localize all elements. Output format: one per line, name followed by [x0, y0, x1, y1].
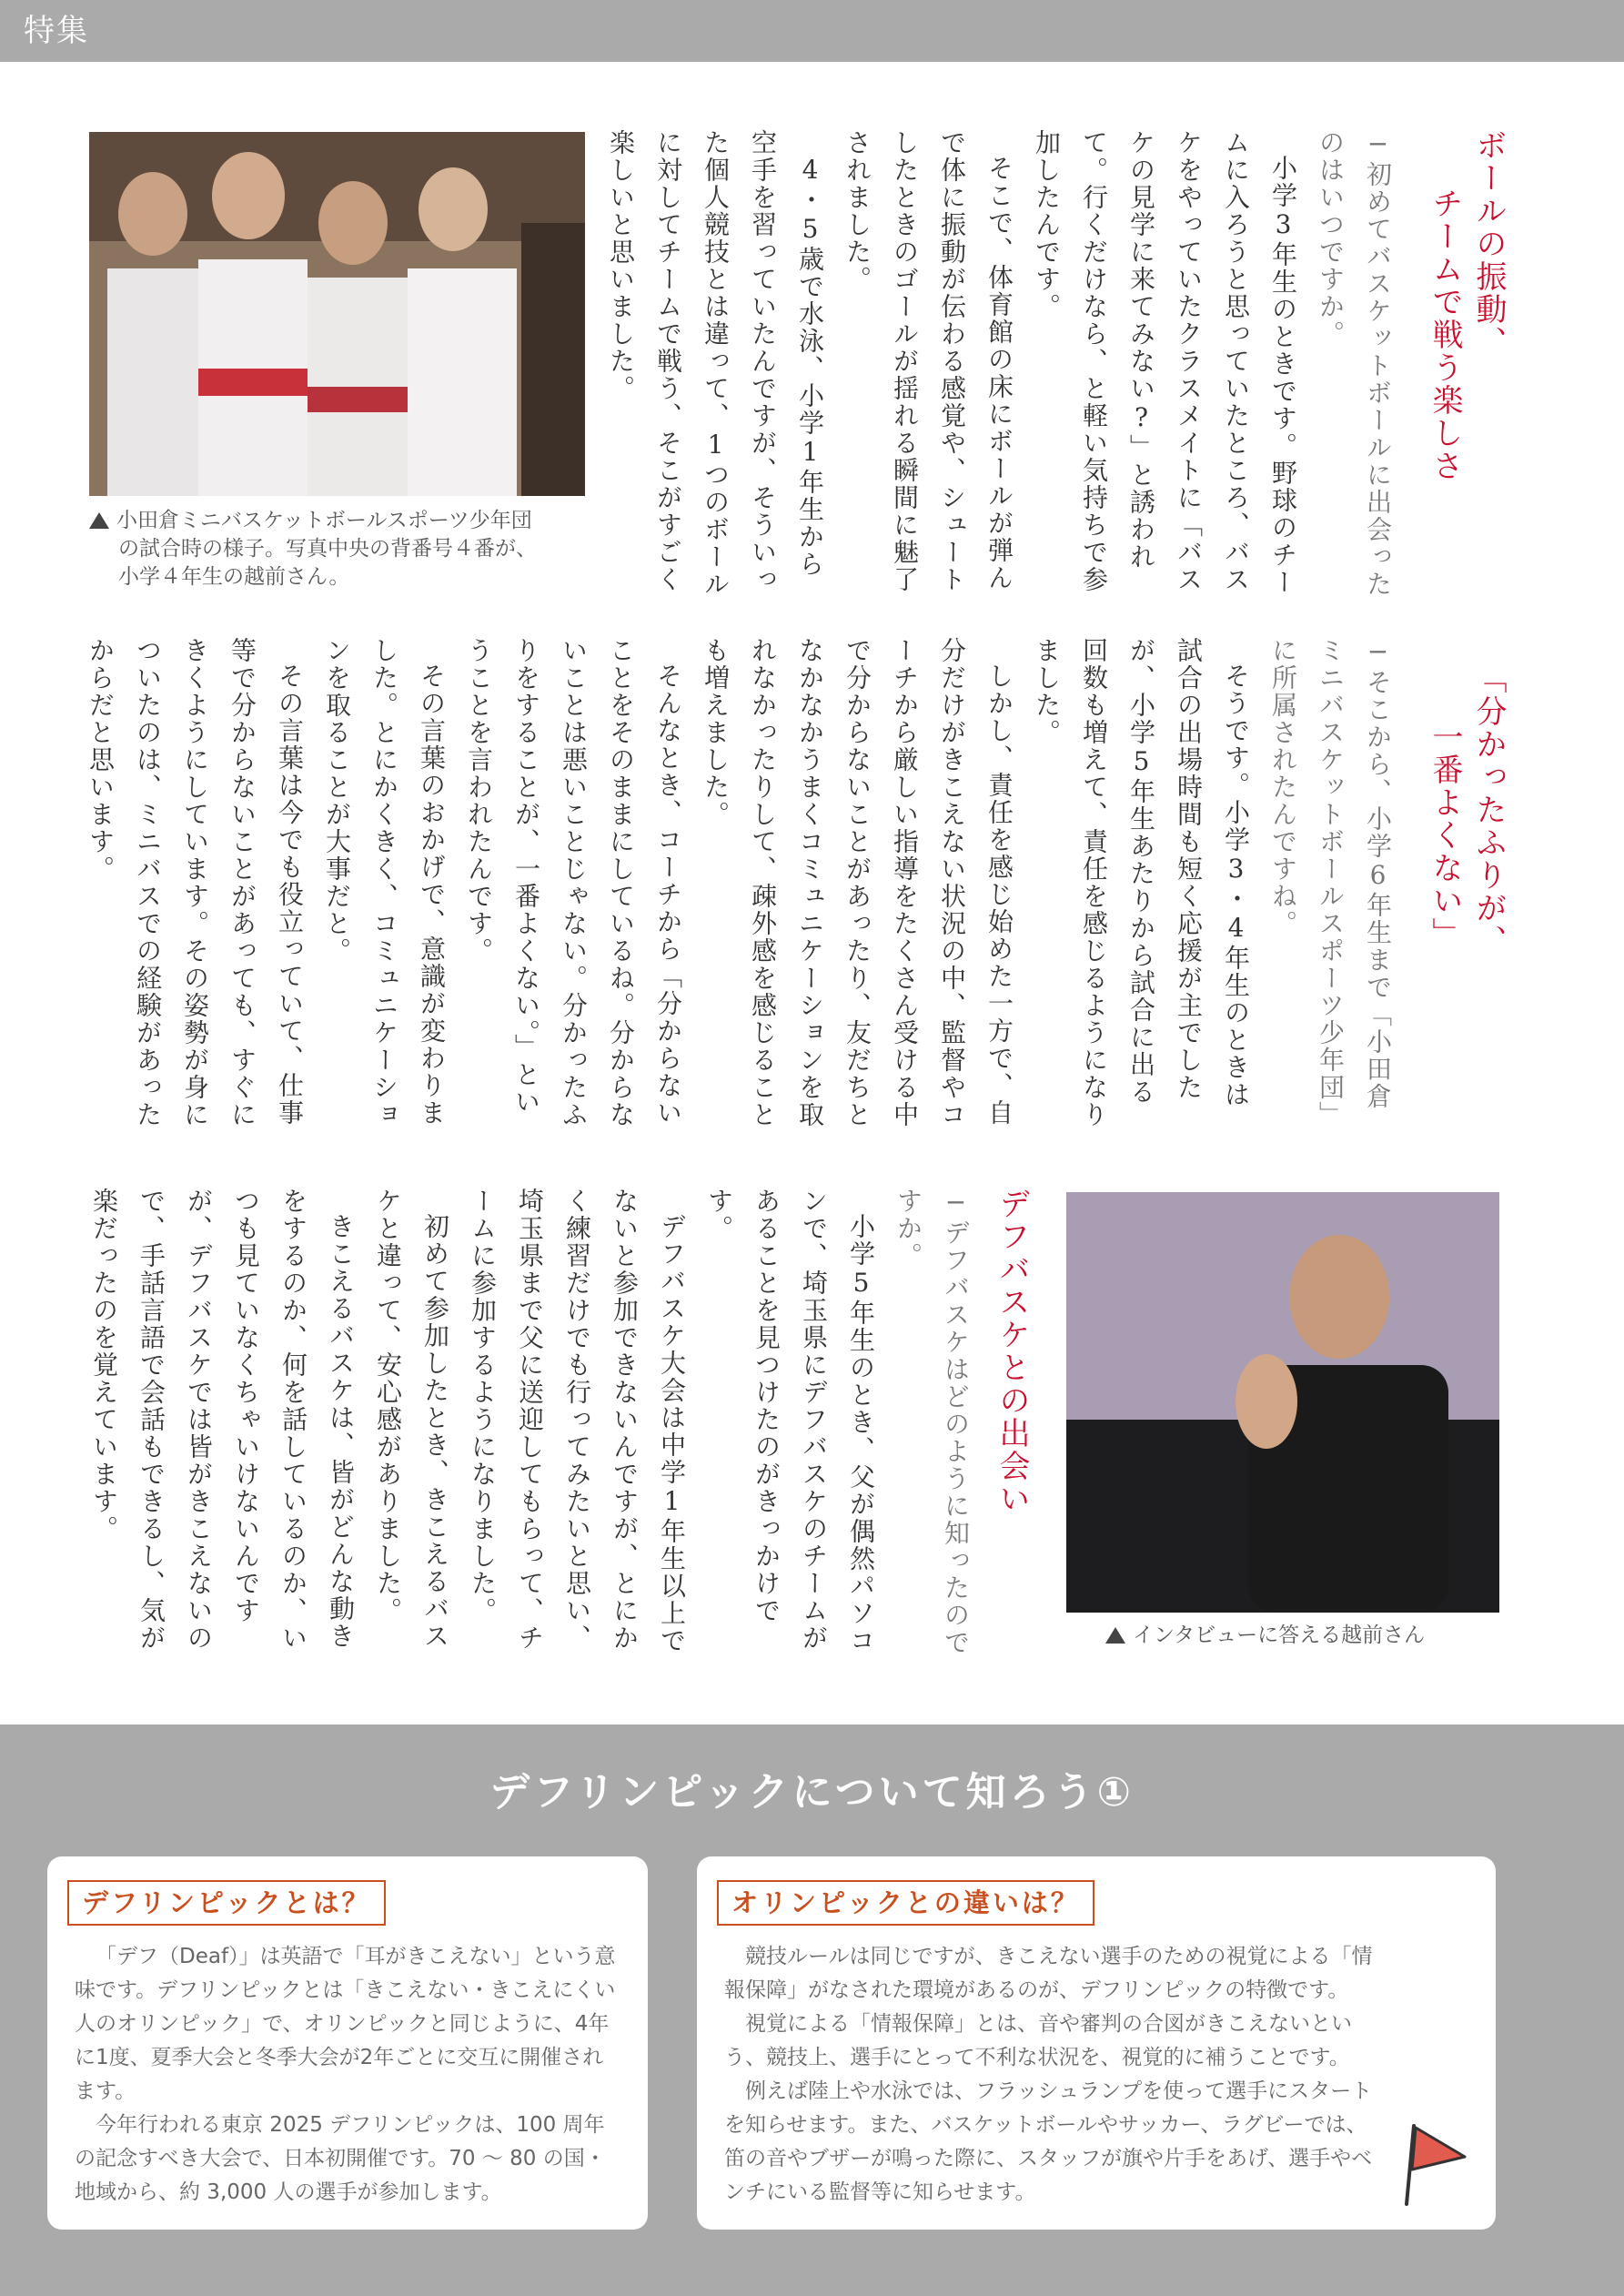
- photo-illustration: [1066, 1192, 1499, 1613]
- interview-question: ─そこから、小学6年生まで「小田倉ミニバスケットボールスポーツ少年団」に所属されたんですね。: [1268, 637, 1393, 1128]
- card-heading: デフリンピックとは？: [67, 1880, 386, 1926]
- answer-paragraph: 4・5歳で水泳、小学1年生から空手を習っていたんですが、そういった個人競技とは違って、1つのボールに対してチームで戦う、そこがすごく楽しいと思いました。: [606, 129, 825, 598]
- article2-heading: [1419, 663, 1510, 1136]
- answer-paragraph: デフバスケ大会は中学1年生以上でないと参加できないんですが、とにかく練習だけでも行ってみたいと思い、埼玉県まで父に送迎してもらって、チームに参加するようになりました。: [468, 1188, 687, 1654]
- article2-body: [84, 637, 1401, 1128]
- triangle-icon: [1105, 1627, 1125, 1644]
- heading-line: デフバスケとの出会い: [994, 1188, 1030, 1515]
- interview-question: ─デフバスケはどのように知ったのですか。: [893, 1188, 971, 1656]
- answer-paragraph: 小学3年生のときです。野球のチームに入ろうと思っていたところ、バスケをやっていたクラスメイトに「バスケの見学に来てみない?」と誘われて。行くだけなら、と軽い気持ちで参加したんです。: [1032, 129, 1298, 596]
- card-body: [75, 1940, 622, 2210]
- answer-paragraph: その言葉のおかげで、意識が変わりました。とにかくきく、コミュニケーションを取ることが大事だと。: [322, 637, 447, 1128]
- section-label: 特集: [24, 13, 89, 49]
- card-heading: オリンピックとの違いは？: [717, 1880, 1094, 1926]
- article3-body: [84, 1188, 979, 1661]
- card-paragraph: 今年行われる東京 2025 デフリンピックは、100 周年の記念すべき大会で、日本初開催です。70 ～ 80 の国・地域から、約 3,000 人の選手が参加します。: [75, 2113, 606, 2204]
- caption-line: の試合時の様子。写真中央の背番号４番が、: [118, 537, 537, 561]
- interview-question: ─初めてバスケットボールに出会ったのはいつですか。: [1316, 129, 1393, 598]
- interview-photo: [1066, 1192, 1499, 1613]
- article3-heading: [983, 1188, 1034, 1734]
- article1-heading: [1419, 129, 1510, 602]
- answer-paragraph: 初めて参加したとき、きこえるバスケと違って、安心感がありました。: [373, 1188, 450, 1650]
- heading-line: チームで戦う楽しさ: [1427, 187, 1463, 482]
- caption-text: インタビューに答える越前さん: [1133, 1623, 1426, 1647]
- triangle-icon: [89, 512, 109, 529]
- section-header-bar: [0, 0, 1624, 62]
- panel-title: デフリンピックについて知ろう①: [489, 1769, 1135, 1816]
- answer-paragraph: そこで、体育館の床にボールが弾んで体に振動が伝わる感覚や、シュートしたときのゴールが揺れる瞬間に魅了されました。: [842, 129, 1014, 593]
- photo-illustration: [89, 132, 585, 496]
- article1-body: [600, 129, 1401, 602]
- answer-paragraph: その言葉は今でも役立っていて、仕事等で分からないことがあっても、すぐにきくようにしています。その姿勢が身についたのは、ミニバスでの経験があったからだと思います。: [86, 637, 305, 1128]
- answer-paragraph: 小学5年生のとき、父が偶然パソコンで、埼玉県にデフバスケのチームがあることを見つけたのがきっかけです。: [704, 1188, 876, 1654]
- photo-caption-1: [89, 507, 599, 592]
- card-paragraph: 視覚による「情報保障」とは、音や審判の合図がきこえないという、競技上、選手にとって不利な状況を、視覚的に補うことです。: [724, 2012, 1352, 2069]
- answer-paragraph: きこえるバスケは、皆がどんな動きをするのか、何を話しているのか、いつも見ていなくちゃいけないんですが、デフバスケでは皆がきこえないので、手話言語で会話もできるし、気が楽だったのを覚えています。: [89, 1188, 356, 1652]
- flag-icon: [1401, 2117, 1470, 2208]
- answer-paragraph: しかし、責任を感じ始めた一方で、自分だけがきこえない状況の中、監督やコーチから厳しい指導をたくさん受ける中で分からないことがあったり、友だちとなかなかうまくコミュニケーションを取れなかったりして、疎外感を感じることも増えました。: [701, 637, 1014, 1128]
- caption-line: 小学４年生の越前さん。: [118, 565, 350, 589]
- card-paragraph: 例えば陸上や水泳では、フラッシュランプを使って選手にスタートを知らせます。また、バスケットボールやサッカー、ラグビーでは、笛の音やブザーが鳴った際に、スタッフが旗や片手をあげ、選手やベンチにいる監督等に知らせます。: [724, 2079, 1373, 2204]
- heading-line: 「分かったふりが、: [1470, 663, 1507, 957]
- info-card-deaflympics: [47, 1856, 648, 2230]
- heading-line: 一番よくない」: [1427, 721, 1463, 950]
- card-body: [724, 1940, 1377, 2210]
- caption-line: 小田倉ミニバスケットボールスポーツ少年団: [116, 509, 532, 532]
- card-paragraph: 「デフ（Deaf）」は英語で「耳がきこえない」という意味です。デフリンピックとは「きこえない・きこえにくい人のオリンピック」で、オリンピックと同じように、4年に1度、夏季大会と冬季大会が2年ごとに交互に開催されます。: [75, 1945, 616, 2103]
- answer-paragraph: そんなとき、コーチから「分からないことをそのままにしているね。分からないことは悪いことじゃない。分かったふりをすることが、一番よくない。」ということを言われたんです。: [464, 637, 683, 1128]
- answer-paragraph: そうです。小学3・4年生のときは試合の出場時間も短く応援が主でしたが、小学5年生あたりから試合に出る回数も増えて、責任を感じるようになりました。: [1032, 637, 1251, 1128]
- info-card-differences: [697, 1856, 1496, 2230]
- photo-caption-2: [1105, 1622, 1515, 1650]
- card-paragraph: 競技ルールは同じですが、きこえない選手のための視覚による「情報保障」がなされた環境があるのが、デフリンピックの特徴です。: [724, 1945, 1373, 2002]
- heading-line: ボールの振動、: [1470, 129, 1507, 359]
- youth-basketball-photo: [89, 132, 585, 496]
